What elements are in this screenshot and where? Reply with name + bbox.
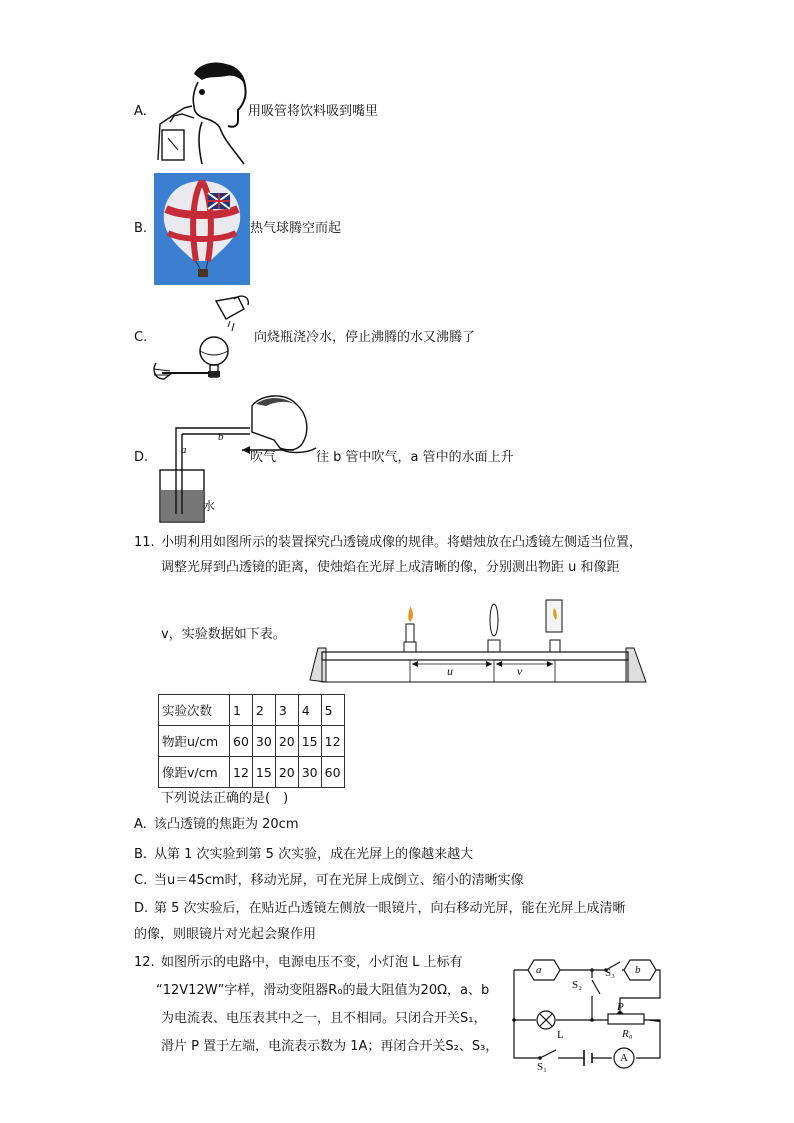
figure-hot-air-balloon (154, 173, 250, 285)
q12-line4: 滑片 P 置于左端，电流表示数为 1A；再闭合开关S₂、S₃， (161, 1039, 499, 1054)
table-cell: 2 (252, 695, 275, 726)
q11-option-d-letter: D. (134, 901, 149, 916)
option-b-letter: B. (134, 221, 148, 236)
circuit-label-b: b (635, 964, 641, 976)
table-cell: 12 (321, 726, 344, 757)
q12-line3: 为电流表、电压表其中之一，且不相同。只闭合开关S₁， (161, 1011, 487, 1026)
table-cell: 60 (321, 757, 344, 788)
q11-option-a-letter: A. (134, 817, 147, 832)
circuit-label-p: P (617, 1001, 624, 1013)
table-cell: 3 (275, 695, 298, 726)
circuit-label-s1: S₁ (537, 1061, 547, 1073)
table-row (159, 726, 345, 757)
table-cell: 实验次数 (159, 695, 230, 726)
option-a-text: 用吸管将饮料吸到嘴里 (248, 104, 379, 119)
circuit-label-s3: S₃ (605, 967, 615, 979)
q12-line2: “12V12W”字样，滑动变阻器R₀的最大阻值为20Ω，a、b (156, 983, 490, 998)
table-cell: 15 (298, 726, 321, 757)
table-cell: 4 (298, 695, 321, 726)
circuit-label-s2: S₂ (572, 979, 582, 991)
q11-option-c-text: 当u＝45cm时，移动光屏，可在光屏上成倒立、缩小的清晰实像 (154, 873, 524, 888)
option-d-letter: D. (134, 450, 149, 465)
q11-option-b-text: 从第 1 次实验到第 5 次实验，成在光屏上的像越来越大 (154, 847, 474, 862)
label-tube-a: a (181, 444, 187, 456)
option-c-letter: C. (134, 330, 148, 345)
q11-option-b-letter: B. (134, 847, 148, 862)
q12-line1: 如图所示的电路中，电源电压不变，小灯泡 L 上标有 (161, 955, 463, 970)
data-table (158, 694, 345, 788)
option-a-letter: A. (134, 104, 147, 119)
figure-flask-cold-water (152, 293, 254, 385)
table-cell: 15 (252, 757, 275, 788)
table-cell: 30 (298, 757, 321, 788)
table-cell: 5 (321, 695, 344, 726)
q11-number: 11. (134, 535, 155, 550)
label-blow: 吹气 (250, 450, 277, 465)
bench-label-u: u (447, 664, 453, 678)
bench-label-v: v (517, 664, 523, 678)
table-cell: 1 (230, 695, 253, 726)
table-cell: 30 (252, 726, 275, 757)
q11-line2: 调整光屏到凸透镜的距离，使烛焰在光屏上成清晰的像，分别测出物距 u 和像距 (161, 560, 620, 575)
table-row (159, 757, 345, 788)
circuit-label-ammeter: A (620, 1052, 628, 1064)
circuit-label-r0: R₀ (622, 1028, 633, 1040)
table-cell: 20 (275, 726, 298, 757)
table-row (159, 695, 345, 726)
q11-question: 下列说法正确的是( ) (161, 791, 289, 806)
q11-option-a-text: 该凸透镜的焦距为 20cm (154, 817, 299, 832)
table-cell: 物距u/cm (159, 726, 230, 757)
q11-line1: 小明利用如图所示的装置探究凸透镜成像的规律。将蜡烛放在凸透镜左侧适当位置， (161, 535, 643, 550)
figure-optical-bench (306, 600, 650, 688)
figure-boy-straw (154, 60, 250, 166)
table-cell: 60 (230, 726, 253, 757)
q11-option-d-continuation: 的像，则眼镜片对光起会聚作用 (134, 927, 317, 942)
table-cell: 像距v/cm (159, 757, 230, 788)
label-water: 水 (203, 499, 216, 513)
table-cell: 12 (230, 757, 253, 788)
option-d-text: 往 b 管中吹气，a 管中的水面上升 (316, 450, 514, 465)
q11-option-d-text: 第 5 次实验后，在贴近凸透镜左侧放一眼镜片，向右移动光屏，能在光屏上成清晰 (154, 901, 626, 916)
q11-line3: v，实验数据如下表。 (161, 627, 286, 642)
q11-option-c-letter: C. (134, 873, 148, 888)
option-b-text: 热气球腾空而起 (250, 221, 342, 236)
figure-circuit (510, 952, 668, 1074)
q12-number: 12. (134, 955, 155, 970)
option-c-text: 向烧瓶浇冷水，停止沸腾的水又沸腾了 (254, 330, 476, 345)
circuit-label-a: a (536, 964, 542, 976)
table-cell: 20 (275, 757, 298, 788)
label-tube-b: b (218, 431, 224, 443)
circuit-label-l: L (557, 1029, 564, 1041)
